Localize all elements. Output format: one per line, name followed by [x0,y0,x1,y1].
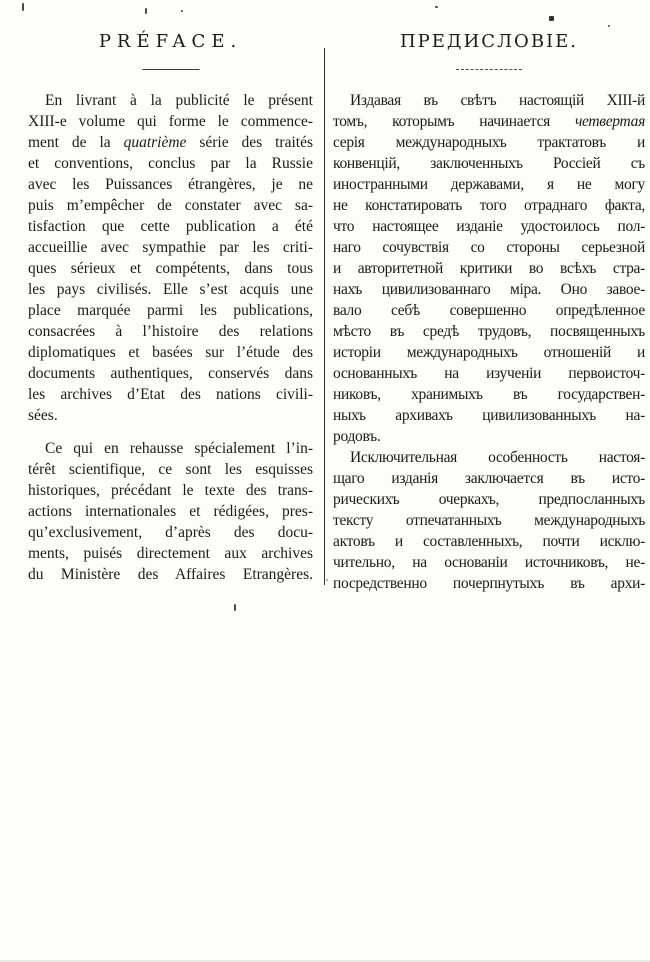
text-line: ques sérieux et compétents, dans tous [28,260,313,277]
text-line: tisfaction que cette publication a été [28,218,313,235]
paragraph [28,438,313,585]
text-line: серія международныхъ трактатовъ и [333,134,645,151]
text-line: place marquée parmi les publications, [28,302,313,319]
text-line: historiques, précédant le texte des trans- [28,482,313,499]
text-line: родовъ. [333,428,381,445]
text-line: les pays civilisés. Elle s’est acquis une [28,281,313,298]
scan-speck [608,25,610,27]
text-line: томъ, которымъ начинается четвертая [333,113,645,130]
paragraph [28,90,313,426]
text-line: и авторитетной критики во всѣхъ стра- [333,260,645,277]
text-line: En livrant à la publicité le présent [45,92,313,109]
russian-text-body [333,90,645,594]
text-line: наго сочувствія со стороны серьезной [333,239,645,256]
text-line: térêt scientifique, ce sont les esquisses [28,461,313,478]
text-line: нахъ цивилизованнаго міра. Оно завое- [333,281,645,298]
text-line: qu’exclusivement, d’après des docu- [28,524,313,541]
text-line: никовъ, хранимыхъ въ государствен- [333,386,645,403]
text-line: documents authentiques, conservés dans [28,365,313,382]
text-line: actions internationales et rédigées, pres- [28,503,313,520]
paragraph [333,90,645,447]
text-line: щаго изданія заключается въ исто- [333,470,645,487]
text-line: diplomatiques et basées sur l’étude des [28,344,313,361]
text-line: sées. [28,407,58,424]
text-line: исторіи международныхъ отношеній и [333,344,645,361]
scan-speck [234,604,236,611]
text-line: ныхъ архивахъ цивилизованныхъ на- [333,407,645,424]
russian-heading-rule [456,69,522,70]
scan-speck [435,6,438,8]
scan-speck [145,8,147,14]
paragraph [333,447,645,594]
text-line: XIII-e volume qui forme le commence- [28,113,313,130]
text-line: основанныхъ на изученіи первоисточ- [333,365,645,382]
text-line: Ce qui en rehausse spécialement l’in- [45,440,313,457]
text-line: Исключительная особенность настоя- [350,449,645,466]
text-line: не констатировать того отраднаго факта, [333,197,645,214]
russian-heading: ПРЕДИСЛОВІЕ. [399,31,579,52]
text-line: что настоящее изданіе удостоилось пол- [333,218,645,235]
text-line: consacrées à l’histoire des relations [28,323,313,340]
text-line: рическихъ очеркахъ, предпосланныхъ [333,491,645,508]
french-text-body [28,90,313,585]
text-line: актовъ и составленныхъ, почти исклю- [333,533,645,550]
text-line: Издавая въ свѣтъ настоящій XIII-й [350,92,645,109]
text-line: тексту отпечатанныхъ международныхъ [333,512,645,529]
text-line: вало себѣ совершенно опредѣленное [333,302,645,319]
text-line: ments, puisés directement aux archives [28,545,313,562]
text-line: конвенцій, заключенныхъ Россіей съ [333,155,645,172]
text-line: du Ministère des Affaires Etrangères. [28,566,313,583]
text-line: avec les Puissances étrangères, je ne [28,176,313,193]
scan-speck [549,16,554,21]
column-divider-rule [324,48,325,585]
text-line: les archives d’Etat des nations civili- [28,386,313,403]
text-line: et conventions, conclus par la Russie [28,155,313,172]
french-heading-rule [142,69,199,70]
text-line: accueillie avec sympathie par les criti- [28,239,313,256]
text-line: ment de la quatrième série des traités [28,134,313,151]
scan-speck [326,579,328,581]
text-line: puis m’empêcher de constater avec sa- [28,197,313,214]
text-line: иностранными державами, я не могу [333,176,645,193]
text-line: мѣсто въ средѣ трудовъ, посвященныхъ [333,323,645,340]
text-line: посредственно почерпнутыхъ въ архи- [333,575,645,592]
text-line: чительно, на основаніи источниковъ, не- [333,554,645,571]
scan-speck [181,10,183,12]
french-heading: PRÉFACE. [98,31,243,52]
scan-speck [22,3,24,11]
